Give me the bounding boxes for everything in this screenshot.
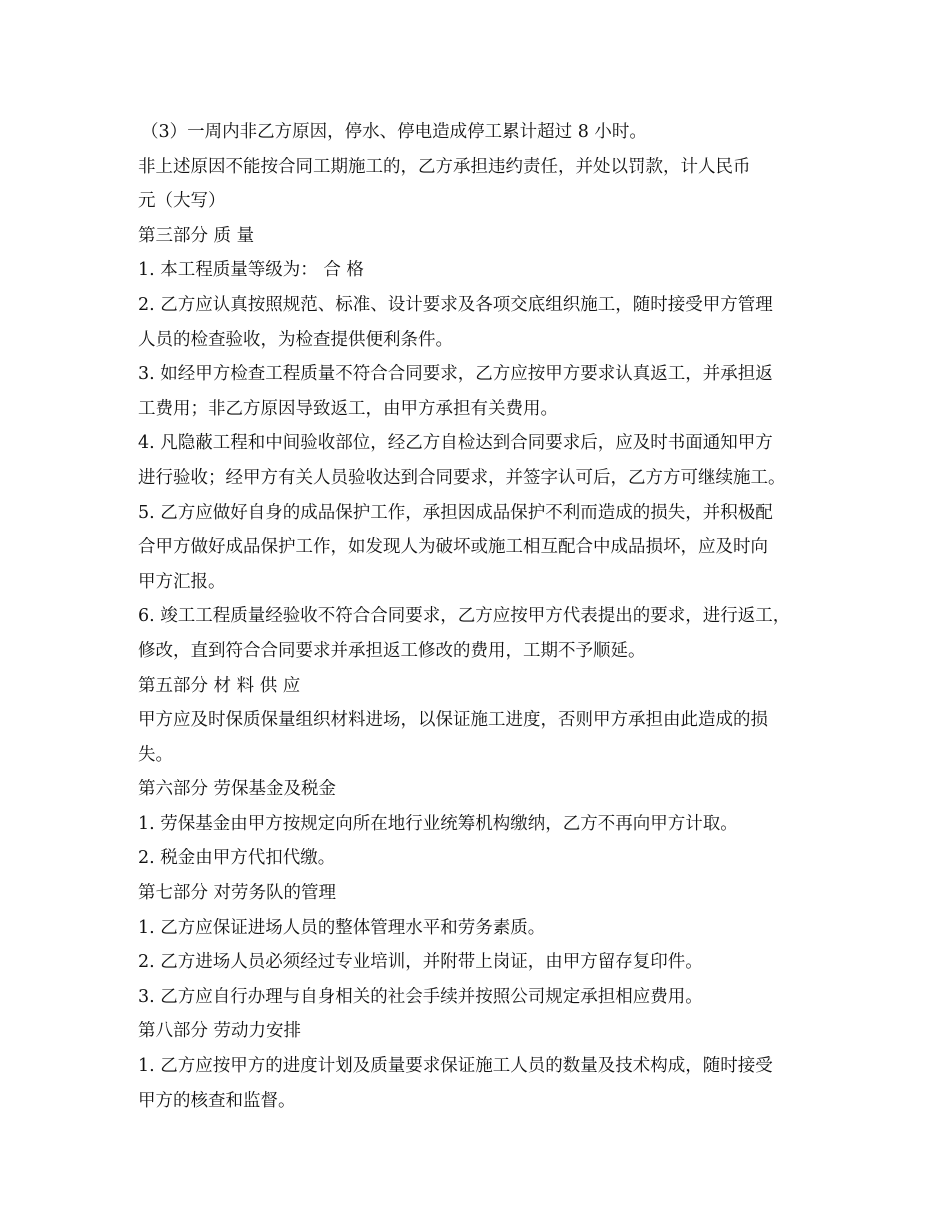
- paragraph-line: 元（大写）: [138, 191, 226, 212]
- section-heading: 第五部分 材 料 供 应: [138, 675, 301, 696]
- paragraph-line: 工费用；非乙方原因导致返工，由甲方承担有关费用。: [138, 398, 558, 419]
- clause-line: 1. 本工程质量等级为： 合 格: [138, 260, 364, 281]
- paragraph-line: 修改，直到符合合同要求并承担返工修改的费用，工期不予顺延。: [138, 640, 646, 661]
- clause-line: 3. 乙方应自行办理与自身相关的社会手续并按照公司规定承担相应费用。: [138, 986, 703, 1007]
- clause-line: （3）一周内非乙方原因，停水、停电造成停工累计超过 8 小时。: [141, 122, 647, 142]
- clause-line: 5. 乙方应做好自身的成品保护工作，承担因成品保护不利而造成的损失，并积极配: [138, 502, 773, 523]
- section-heading: 第七部分 对劳务队的管理: [138, 883, 337, 904]
- paragraph-line: 甲方应及时保质保量组织材料进场，以保证施工进度，否则甲方承担由此造成的损: [138, 710, 768, 731]
- clause-line: 2. 乙方进场人员必须经过专业培训，并附带上岗证，由甲方留存复印件。: [138, 952, 703, 973]
- section-heading: 第六部分 劳保基金及税金: [138, 779, 337, 800]
- clause-line: 1. 劳保基金由甲方按规定向所在地行业统筹机构缴纳，乙方不再向甲方计取。: [138, 813, 738, 834]
- section-heading: 第八部分 劳动力安排: [138, 1021, 302, 1042]
- clause-line: 6. 竣工工程质量经验收不符合合同要求，乙方应按甲方代表提出的要求，进行返工，: [138, 606, 791, 627]
- paragraph-line: 合甲方做好成品保护工作，如发现人为破坏或施工相互配合中成品损坏，应及时向: [138, 537, 768, 558]
- paragraph-line: 进行验收；经甲方有关人员验收达到合同要求，并签字认可后，乙方方可继续施工。: [138, 467, 786, 488]
- clause-line: 2. 乙方应认真按照规范、标准、设计要求及各项交底组织施工，随时接受甲方管理: [138, 294, 773, 315]
- clause-line: 1. 乙方应保证进场人员的整体管理水平和劳务素质。: [138, 917, 546, 938]
- clause-line: 1. 乙方应按甲方的进度计划及质量要求保证施工人员的数量及技术构成，随时接受: [138, 1056, 773, 1077]
- clause-line: 4. 凡隐蔽工程和中间验收部位，经乙方自检达到合同要求后，应及时书面通知甲方: [138, 433, 773, 454]
- paragraph-line: 失。: [138, 744, 173, 765]
- section-heading: 第三部分 质 量: [138, 225, 255, 246]
- clause-line: 3. 如经甲方检查工程质量不符合合同要求，乙方应按甲方要求认真返工，并承担返: [138, 364, 773, 385]
- paragraph-line: 甲方的核查和监督。: [138, 1090, 296, 1111]
- clause-line: 2. 税金由甲方代扣代缴。: [138, 848, 336, 869]
- paragraph-line: 非上述原因不能按合同工期施工的，乙方承担违约责任，并处以罚款，计人民币: [138, 156, 751, 177]
- paragraph-line: 人员的检查验收，为检查提供便利条件。: [138, 329, 453, 350]
- paragraph-line: 甲方汇报。: [138, 571, 226, 592]
- document-body: [138, 115, 838, 1118]
